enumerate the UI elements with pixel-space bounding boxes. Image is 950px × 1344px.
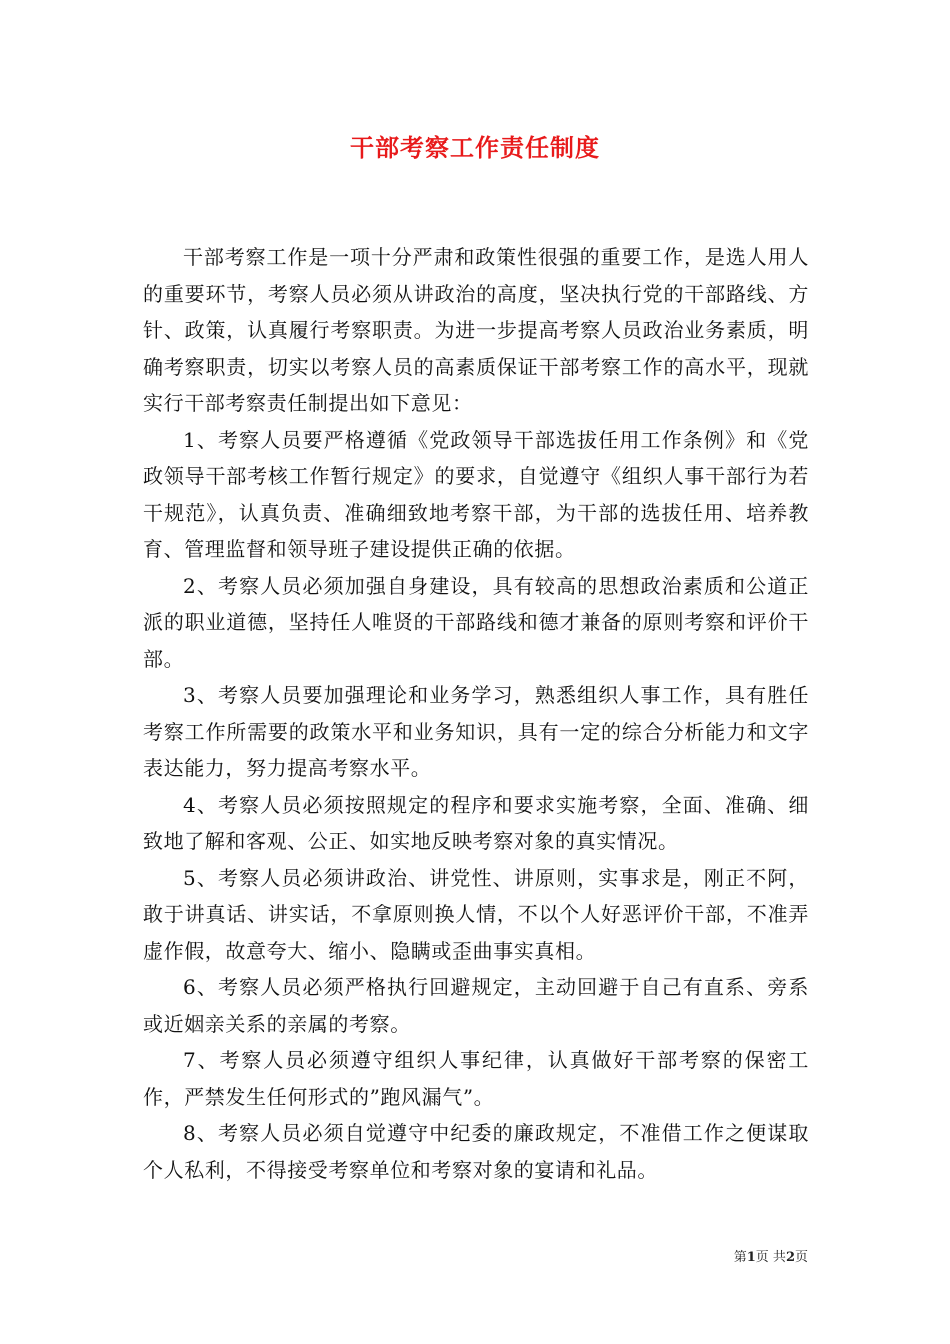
page-number-footer	[734, 1249, 808, 1267]
clause-1-paragraph: 1、考察人员要严格遵循《党政领导干部选拔任用工作条例》和《党政领导干部考核工作暂行规定》的要求，自觉遵守《组织人事干部行为若干规范》，认真负责、准确细致地考察干部，为干部的选拔任用、培养教育、管理监督和领导班子建设提供正确的依据。	[143, 427, 809, 561]
intro-paragraph: 干部考察工作是一项十分严肃和政策性很强的重要工作，是选人用人的重要环节，考察人员必须从讲政治的高度，坚决执行党的干部路线、方针、政策，认真履行考察职责。为进一步提高考察人员政治业务素质，明确考察职责，切实以考察人员的高素质保证干部考察工作的高水平，现就实行干部考察责任制提出如下意见：	[143, 245, 809, 415]
clause-7-paragraph: 7、考察人员必须遵守组织人事纪律，认真做好干部考察的保密工作，严禁发生任何形式的”跑风漏气”。	[143, 1048, 809, 1109]
footer-total-pages: 2	[785, 1250, 795, 1265]
footer-middle: 页 共	[755, 1250, 786, 1265]
document-body	[143, 239, 809, 1188]
footer-prefix: 第	[733, 1250, 747, 1265]
footer-suffix: 页	[794, 1250, 808, 1265]
clause-3-paragraph: 3、考察人员要加强理论和业务学习，熟悉组织人事工作，具有胜任考察工作所需要的政策水平和业务知识，具有一定的综合分析能力和文字表达能力，努力提高考察水平。	[143, 683, 809, 780]
clause-8-paragraph: 8、考察人员必须自觉遵守中纪委的廉政规定，不准借工作之便谋取个人私利，不得接受考察单位和考察对象的宴请和礼品。	[143, 1121, 809, 1182]
footer-current-page: 1	[746, 1250, 756, 1265]
clause-5-paragraph: 5、考察人员必须讲政治、讲党性、讲原则，实事求是，刚正不阿，敢于讲真话、讲实话，不拿原则换人情，不以个人好恶评价干部，不准弄虚作假，故意夸大、缩小、隐瞒或歪曲事实真相。	[143, 865, 809, 963]
clause-2-paragraph: 2、考察人员必须加强自身建设，具有较高的思想政治素质和公道正派的职业道德，坚持任人唯贤的干部路线和德才兼备的原则考察和评价干部。	[143, 573, 809, 671]
clause-4-paragraph: 4、考察人员必须按照规定的程序和要求实施考察，全面、准确、细致地了解和客观、公正、如实地反映考察对象的真实情况。	[143, 792, 809, 853]
clause-6-paragraph: 6、考察人员必须严格执行回避规定，主动回避于自己有直系、旁系或近姻亲关系的亲属的考察。	[143, 975, 809, 1036]
document-title: 干部考察工作责任制度	[350, 133, 600, 162]
